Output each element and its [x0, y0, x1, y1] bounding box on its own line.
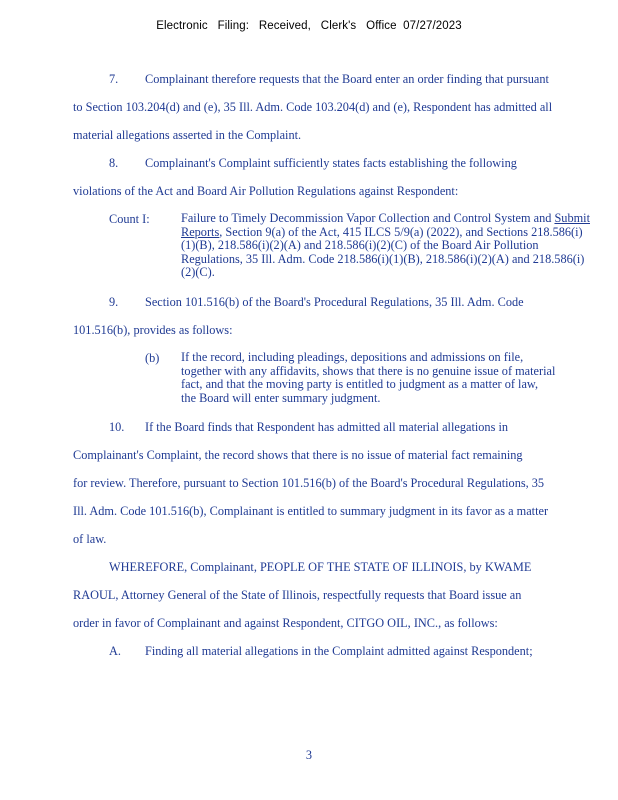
paragraph-7-number: 7. [109, 72, 119, 86]
quote-label: (b) [145, 351, 160, 365]
count-text-underlined: Submit Reports [181, 211, 590, 239]
item-a-text: Finding all material allegations in the Complaint admitted against Respondent; [145, 644, 533, 658]
count-label: Count I: [109, 212, 150, 226]
paragraph-8-line-2: violations of the Act and Board Air Pollution Regulations against Respondent: [73, 184, 459, 198]
wherefore-line-3: order in favor of Complainant and against Respondent, CITGO OIL, INC., as follows: [73, 616, 498, 630]
paragraph-10-line-3: for review. Therefore, pursuant to Section 101.516(b) of the Board's Procedural Regulations, 35 [73, 476, 545, 490]
quote-text: If the record, including pleadings, depositions and admissions on file, together with any affidavits, shows that there is no genuine issue of material fact, and that the moving party is entitled to judgment as a matter of law, the Board will enter summary judgment. [181, 350, 556, 405]
paragraph-10-line-2: Complainant's Complaint, the record shows that there is no issue of material fact remaining [73, 448, 523, 462]
count-text-rest: , Section 9(a) of the Act, 415 ILCS 5/9(a) (2022), and Sections 218.586(i)(1)(B), 218.586(i)(2)(A) and 218.586(i)(2)(C) of the Board Air Pollution Regulations, 35 Ill. Adm. Code 218.586(i)(1)(B), 218.586(i)(2)(A) and 218.586(i)(2)(C). [181, 224, 585, 280]
paragraph-7-line-1: Complainant therefore requests that the Board enter an order finding that pursuant [145, 72, 549, 86]
paragraph-10-number: 10. [109, 420, 125, 434]
paragraph-8-number: 8. [109, 156, 119, 170]
wherefore-line-1: WHEREFORE, Complainant, PEOPLE OF THE STATE OF ILLINOIS, by KWAME [109, 560, 532, 574]
paragraph-9-number: 9. [109, 295, 119, 309]
efiling-stamp-header: Electronic Filing: Received, Clerk's Office 07/27/2023 [156, 20, 462, 32]
paragraph-10-line-1: If the Board finds that Respondent has admitted all material allegations in [145, 420, 509, 434]
paragraph-7-line-2: to Section 103.204(d) and (e), 35 Ill. Adm. Code 103.204(d) and (e), Respondent has admitted all [73, 100, 553, 114]
count-description [181, 212, 593, 280]
wherefore-line-2: RAOUL, Attorney General of the State of Illinois, respectfully requests that Board issue an [73, 588, 522, 602]
paragraph-9-line-1: Section 101.516(b) of the Board's Procedural Regulations, 35 Ill. Adm. Code [145, 295, 524, 309]
paragraph-10-line-5: of law. [73, 532, 107, 546]
item-a-label: A. [109, 644, 121, 658]
paragraph-10-line-4: Ill. Adm. Code 101.516(b), Complainant is entitled to summary judgment in its favor as a matter [73, 504, 549, 518]
page-number: 3 [305, 748, 313, 762]
count-text-intro: Failure to Timely Decommission Vapor Collection and Control System and [181, 211, 555, 225]
paragraph-8-line-1: Complainant's Complaint sufficiently states facts establishing the following [145, 156, 517, 170]
paragraph-9-line-2: 101.516(b), provides as follows: [73, 323, 233, 337]
paragraph-7-line-3: material allegations asserted in the Complaint. [73, 128, 302, 142]
